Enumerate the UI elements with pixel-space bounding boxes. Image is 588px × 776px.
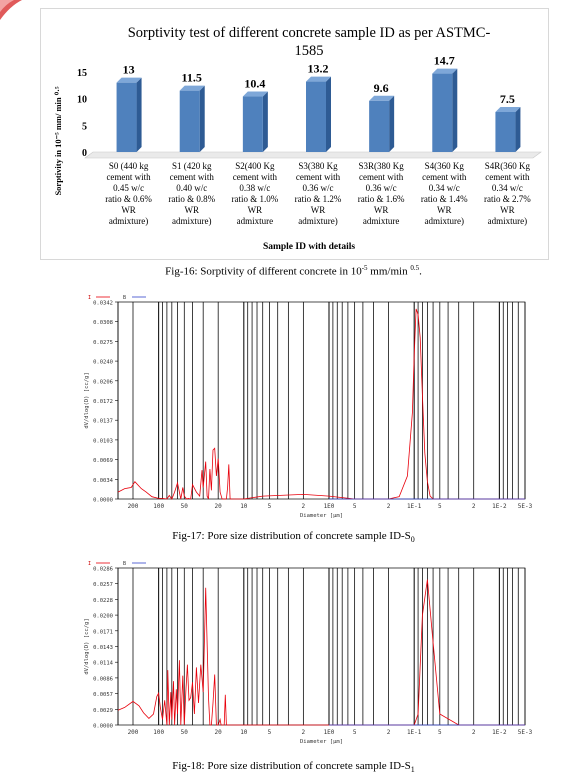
x-tick-label: 1E-2 <box>492 503 507 510</box>
red-corner-badge-icon <box>0 0 24 22</box>
x-category-label: cement with <box>359 172 404 182</box>
bar-value-label: 10.4 <box>244 76 266 91</box>
x-category-label: 0.45 w/c <box>113 183 145 193</box>
y-tick-label: 10 <box>77 94 87 106</box>
sorptivity-bar-chart <box>41 9 548 259</box>
x-category-label: S3(380 Kg <box>298 161 338 171</box>
bar-side <box>200 86 205 152</box>
caption-text: mm/min <box>367 265 411 278</box>
x-tick-label: 1E-1 <box>406 729 422 736</box>
x-axis-label: Diameter [µm] <box>299 739 344 745</box>
plot-frame <box>118 302 525 499</box>
x-tick-label: 5 <box>438 503 442 510</box>
x-category-label: cement with <box>485 172 530 182</box>
fig16-caption <box>40 264 547 278</box>
legend-label: I <box>88 561 92 567</box>
x-tick-label: 1E-2 <box>492 729 507 736</box>
legend-label: I <box>88 295 92 301</box>
x-tick-label: 5E-3 <box>517 729 533 736</box>
pore-size-chart-s1 <box>78 558 533 753</box>
pore-size-chart-s0 <box>78 292 533 527</box>
x-category-label: WR <box>121 205 136 215</box>
caption-text: Fig-17: Pore size distribution of concrete sample ID-S <box>172 530 411 542</box>
caption-sub: 0 <box>410 535 415 545</box>
x-category-label: 0.40 w/c <box>176 183 208 193</box>
y-tick-label: 0.0137 <box>93 418 113 425</box>
x-category-label: ratio & 0.6% <box>105 194 152 204</box>
bar-value-label: 7.5 <box>499 92 515 106</box>
x-axis-label: Diameter [µm] <box>299 513 344 519</box>
y-axis-label: dV/dlog(D) [cc/g] <box>84 372 90 429</box>
x-category-label: WR <box>310 205 326 215</box>
y-axis-label: Sorptivity in 10⁻⁵ mm/ min ⁰·⁵ <box>53 86 63 196</box>
x-category-label: 0.34 w/c <box>491 183 523 193</box>
x-category-label: S3R(380 Kg <box>358 161 404 171</box>
y-tick-label: 0.0000 <box>93 497 113 504</box>
chart-title-line2: 1585 <box>294 43 324 59</box>
x-tick-label: 100 <box>153 729 165 736</box>
x-tick-label: 10 <box>240 503 248 510</box>
x-category-label: cement with <box>295 172 341 182</box>
x-category-label: 0.38 w/c <box>239 183 271 193</box>
x-category-label: 0.34 w/c <box>428 183 460 193</box>
x-tick-label: 2 <box>471 729 476 736</box>
bar-side <box>515 107 520 152</box>
x-category-label: ratio & 1.2% <box>294 194 342 204</box>
x-tick-label: 2 <box>301 729 306 736</box>
legend-label: B <box>123 295 127 301</box>
x-axis-label: Sample ID with details <box>262 242 356 252</box>
y-tick-label: 0.0308 <box>93 320 113 327</box>
x-category-label: admixture) <box>171 216 212 226</box>
x-category-label: cement with <box>422 172 467 182</box>
y-tick-label: 15 <box>77 68 87 79</box>
bar <box>495 112 515 152</box>
x-category-label: S0 (440 kg <box>108 161 149 171</box>
x-category-label: admixture <box>362 216 400 226</box>
y-tick-label: 0.0143 <box>93 645 113 651</box>
x-category-label: ratio & 2.7% <box>484 194 531 204</box>
y-tick-label: 0.0114 <box>93 660 113 667</box>
bar <box>369 101 389 152</box>
x-category-label: admixture) <box>298 216 338 226</box>
y-tick-label: 0.0069 <box>93 458 113 465</box>
x-tick-label: 100 <box>153 503 165 510</box>
x-category-label: cement with <box>232 172 277 182</box>
x-tick-label: 1E0 <box>323 729 335 736</box>
x-tick-label: 2 <box>386 503 391 510</box>
x-category-label: cement with <box>106 172 151 182</box>
series-line <box>118 309 525 499</box>
caption-text: Fig-16: Sorptivity of different concrete in 10 <box>165 265 362 278</box>
fig17-caption <box>40 530 547 544</box>
bar-value-label: 13.2 <box>307 61 329 76</box>
y-tick-label: 0.0200 <box>93 613 113 620</box>
chart-floor <box>85 152 541 158</box>
x-category-label: S4R(360 Kg <box>484 161 531 171</box>
x-category-label: WR <box>373 205 389 215</box>
x-tick-label: 10 <box>240 729 248 736</box>
bar-side <box>137 78 142 152</box>
x-category-label: admixture) <box>424 216 465 226</box>
x-tick-label: 20 <box>214 729 222 736</box>
y-tick-label: 0.0206 <box>93 379 113 386</box>
y-tick-label: 0.0057 <box>93 692 113 699</box>
x-tick-label: 20 <box>214 503 222 510</box>
x-category-label: 0.36 w/c <box>365 183 397 193</box>
x-category-label: WR <box>437 205 452 215</box>
x-category-label: 0.36 w/c <box>302 183 334 193</box>
y-tick-label: 0.0342 <box>93 300 113 307</box>
bar-side <box>263 92 268 152</box>
chart-title-line1: Sorptivity test of different concrete sample ID as per ASTMC- <box>127 25 491 41</box>
x-category-label: admixture <box>236 216 274 226</box>
y-tick-label: 0.0034 <box>93 477 113 484</box>
x-category-label: ratio & 1.4% <box>420 194 468 204</box>
y-tick-label: 0.0257 <box>93 582 113 589</box>
x-tick-label: 5 <box>438 729 442 736</box>
y-axis-label: dV/dlog(D) [cc/g] <box>84 618 90 675</box>
bar <box>180 91 200 152</box>
x-category-label: S4(360 Kg <box>424 161 464 171</box>
x-category-label: cement with <box>169 172 214 182</box>
x-tick-label: 50 <box>180 503 188 510</box>
y-tick-label: 0.0000 <box>93 723 113 730</box>
x-category-label: admixture) <box>487 216 528 226</box>
y-tick-label: 0.0103 <box>93 438 113 445</box>
x-tick-label: 5E-3 <box>517 503 533 510</box>
y-tick-label: 0.0275 <box>93 339 113 346</box>
plot-frame <box>118 568 525 725</box>
x-tick-label: 5 <box>352 503 357 510</box>
bar <box>432 74 452 152</box>
bar-value-label: 11.5 <box>181 70 202 85</box>
series-line <box>118 580 525 726</box>
y-tick-label: 0.0029 <box>93 707 113 714</box>
y-tick-label: 5 <box>82 121 87 133</box>
x-category-label: ratio & 0.8% <box>168 194 216 204</box>
caption-sub: 1 <box>410 765 415 775</box>
bar-value-label: 14.7 <box>433 53 455 68</box>
caption-text: . <box>419 265 422 278</box>
x-tick-label: 5 <box>267 503 272 510</box>
x-tick-label: 5 <box>352 729 357 736</box>
x-tick-label: 1E0 <box>323 503 335 510</box>
y-tick-label: 0.0286 <box>93 566 113 573</box>
x-category-label: ratio & 1.0% <box>231 194 279 204</box>
x-category-label: S2(400 Kg <box>235 161 275 171</box>
bar-value-label: 9.6 <box>373 80 389 95</box>
bar <box>243 97 263 152</box>
legend-label: B <box>123 561 127 567</box>
x-tick-label: 200 <box>127 729 139 736</box>
y-tick-label: 0 <box>82 148 87 159</box>
x-tick-label: 2 <box>386 729 391 736</box>
bar <box>306 82 326 152</box>
sorptivity-chart-frame <box>40 8 549 260</box>
x-category-label: WR <box>247 205 263 215</box>
bar-side <box>452 69 457 152</box>
caption-sup: -5 <box>361 264 368 272</box>
y-tick-label: 0.0171 <box>93 629 113 636</box>
x-category-label: WR <box>500 205 515 215</box>
bar-value-label: 13 <box>122 62 135 77</box>
caption-sup: 0.5 <box>410 264 420 272</box>
y-tick-label: 0.0240 <box>93 359 113 366</box>
x-tick-label: 50 <box>180 729 188 736</box>
y-tick-label: 0.0172 <box>93 399 113 405</box>
x-tick-label: 5 <box>267 729 272 736</box>
x-category-label: WR <box>184 205 199 215</box>
x-category-label: admixture) <box>108 216 149 226</box>
x-tick-label: 1E-1 <box>406 503 422 510</box>
x-category-label: ratio & 1.6% <box>357 194 405 204</box>
y-tick-label: 0.0086 <box>93 676 113 683</box>
x-tick-label: 2 <box>471 503 476 510</box>
caption-text: Fig-18: Pore size distribution of concrete sample ID-S <box>172 760 411 772</box>
bar-side <box>389 96 394 152</box>
y-tick-label: 0.0228 <box>93 597 113 604</box>
bar <box>117 83 137 152</box>
bar-side <box>326 77 331 152</box>
x-tick-label: 200 <box>127 503 139 510</box>
x-category-label: S1 (420 kg <box>171 161 212 171</box>
fig18-caption <box>40 760 547 774</box>
x-tick-label: 2 <box>301 503 306 510</box>
